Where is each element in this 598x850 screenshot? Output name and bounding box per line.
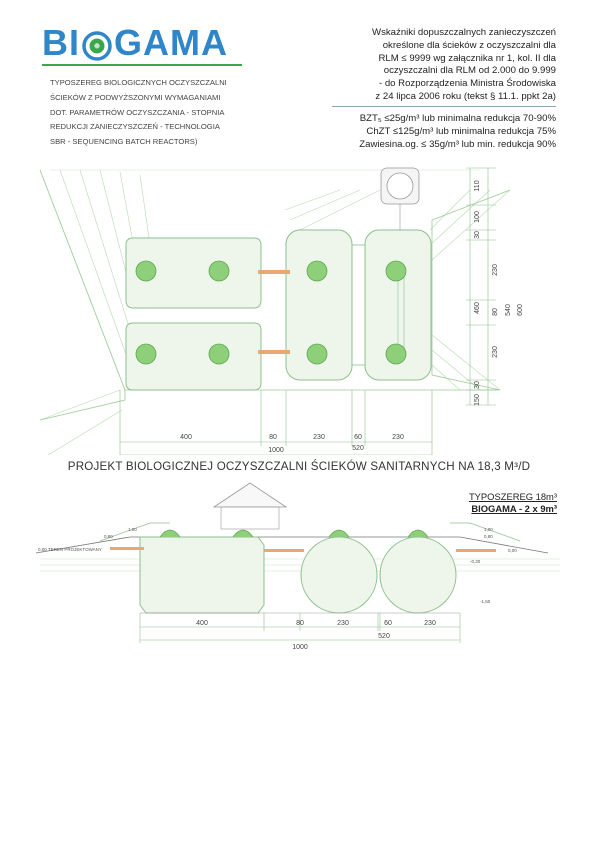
regulation-line: - do Rozporządzenia Ministra Środowiska [378,78,556,90]
section-dim-label: 60 [384,620,392,627]
slope-hatching [40,170,510,455]
series-model-line2: BIOGAMA - 2 x 9m³ [471,503,557,514]
plan-dim-label: 60 [354,434,362,441]
plan-dim-right: 110 [474,180,481,192]
limit-chzt: ChZT ≤125g/m³ lub minimalna redukcja 75% [366,125,556,137]
manhole-icon [307,344,327,364]
limit-suspension: Zawiesina.og. ≤ 35g/m³ lub min. redukcja 90% [359,138,556,150]
logo-text-right: GAMA [114,22,228,63]
logo-text-left: BI [42,22,80,63]
series-line: ŚCIEKÓW Z PODWYŻSZONYMI WYMAGANIAMI [50,92,221,102]
level-label: -1,50 [480,599,491,604]
section-dim-label: 400 [196,620,208,627]
manhole-icon [209,261,229,281]
pipe-connection-upper [258,270,290,274]
series-line: SBR - SEQUENCING BATCH REACTORS) [50,137,198,147]
manhole-icon [386,344,406,364]
level-label: 0,00 [508,548,517,553]
section-dim-label: 230 [424,620,436,627]
tank-dome-icon [160,530,180,537]
level-label: 1,00 [128,527,137,532]
regulation-line: oczyszczalni dla RLM od 2.000 do 9.999 [383,65,556,77]
plan-dim-right: 30 [474,381,481,389]
biogama-logo [42,22,228,64]
plan-dim-right: 230 [492,264,499,276]
section-dim-subtotal: 520 [378,633,390,640]
plan-dim-subtotal: 520 [352,445,364,452]
level-label: 1,00 [484,527,493,532]
plan-dim-right: 80 [492,308,499,316]
level-label: -0,30 [470,559,481,564]
plan-dim-label: 400 [180,434,192,441]
plan-view-drawing [0,150,598,455]
pipe-connection-lower [258,350,290,354]
cabinet-hatch-icon [387,173,413,199]
plan-dim-label: 80 [269,434,277,441]
pipe-inlet [110,547,144,550]
plan-dim-right-outer: 540 [505,304,512,316]
series-line: TYPOSZEREG BIOLOGICZNYCH OCZYSZCZALNI [50,78,227,87]
plan-dim-right: 150 [474,394,481,406]
manhole-icon [136,261,156,281]
manhole-icon [386,261,406,281]
tank-dome-icon [408,530,428,537]
series-line: DOT. PARAMETRÓW OCZYSZCZANIA - STOPNIA [50,107,225,117]
regulation-line: z 24 lipca 2006 roku (tekst § 11.1. ppkt 2a) [375,90,556,102]
plan-dim-right: 100 [474,211,481,223]
tank-dome-icon [233,530,253,537]
section-settling-tank [140,537,264,613]
house-roof [214,483,286,507]
series-description [50,76,260,150]
plan-dim-right: 30 [474,231,481,239]
regulation-line: określone dla ścieków z oczyszczalni dla [382,39,556,51]
regulation-line: RLM ≤ 9999 wg załącznika nr 1, kol. II dla [378,52,556,64]
section-sbr-tank-right [380,537,456,613]
pollution-limits [332,113,556,151]
level-label: 0,80 [484,534,493,539]
manhole-icon [209,344,229,364]
manhole-icon [136,344,156,364]
note-divider [332,106,556,107]
ground-level-label: 0,00 TEREN PROJEKTOWANY [38,547,102,552]
plan-dim-total: 1000 [268,447,284,454]
house-wall [221,507,279,529]
limit-bzt: BZT₅ ≤25g/m³ lub minimalna redukcja 70-90% [359,113,556,124]
project-title: PROJEKT BIOLOGICZNEJ OCZYSZCZALNI ŚCIEKÓW SANITARNYCH NA 18,3 M³/D [67,460,531,473]
logo-underline [42,64,242,66]
plan-dim-label: 230 [392,434,404,441]
regulation-note [332,27,556,104]
pipe-tank-link [264,549,304,552]
plan-dim-right-outer: 600 [517,304,524,316]
regulation-line: Wskaźniki dopuszczalnych zanieczyszczeń [372,27,556,38]
section-sbr-tank-left [301,537,377,613]
section-dim-total: 1000 [292,644,308,651]
pipe-outlet [456,549,496,552]
section-view-drawing [0,475,598,655]
section-dim-label: 80 [296,620,304,627]
logo-drop-icon [82,28,112,58]
manhole-icon [307,261,327,281]
plan-dim-label: 230 [313,434,325,441]
level-label: 0,80 [104,534,113,539]
series-line: REDUKCJI ZANIECZYSZCZEŃ - TECHNOLOGIA [50,122,220,132]
section-dim-label: 230 [337,620,349,627]
series-model-line1: TYPOSZEREG 18m³ [468,491,557,502]
plan-dim-right: 230 [492,346,499,358]
plan-dim-right-outer: 460 [474,302,481,314]
tank-dome-icon [329,530,349,537]
